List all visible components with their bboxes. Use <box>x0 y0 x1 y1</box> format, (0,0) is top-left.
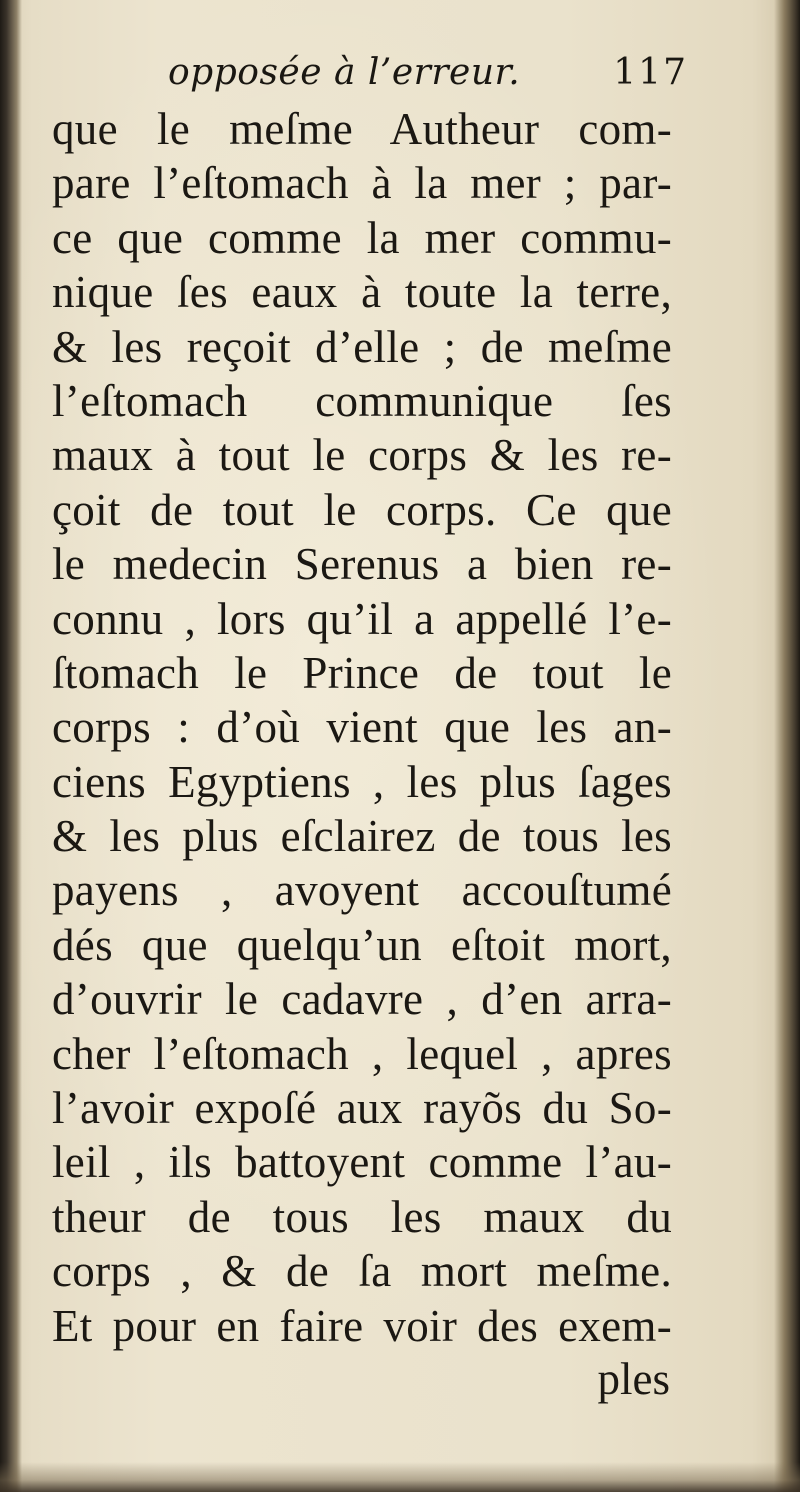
text-line: l’avoir expoſé aux rayõs du So- <box>52 1083 672 1134</box>
page-number: 117 <box>613 52 688 93</box>
text-line: & les reçoit d’elle ; de meſme <box>52 321 672 372</box>
text-line: l’eſtomach communique ſes <box>52 375 672 426</box>
text-line: dés que quelqu’un eſtoit mort, <box>52 919 672 970</box>
text-line: pare l’eſtomach à la mer ; par- <box>52 158 672 209</box>
text-line: ce que comme la mer commu- <box>52 212 672 263</box>
text-line: maux à tout le corps & les re- <box>52 430 672 481</box>
text-line: corps , & de ſa mort meſme. <box>52 1246 672 1297</box>
text-line: le medecin Serenus a bien re- <box>52 539 672 590</box>
text-line: ſtomach le Prince de tout le <box>52 647 672 698</box>
page-header <box>168 52 688 102</box>
text-line: ciens Egyptiens , les plus ſages <box>52 756 672 807</box>
body-text <box>52 102 672 1353</box>
catchword: ples <box>597 1354 670 1404</box>
page-outer-edge <box>774 0 800 1492</box>
text-line: corps : d’où vient que les an- <box>52 702 672 753</box>
text-line: d’ouvrir le cadavre , d’en arra- <box>52 974 672 1025</box>
text-line: cher l’eſtomach , lequel , apres <box>52 1028 672 1079</box>
text-line: connu , lors qu’il a appellé l’e- <box>52 593 672 644</box>
page-binding-edge <box>0 0 22 1492</box>
text-line: çoit de tout le corps. Ce que <box>52 484 672 535</box>
text-line: payens , avoyent accouſtumé <box>52 865 672 916</box>
text-line: nique ſes eaux à toute la terre, <box>52 267 672 318</box>
page-bottom-edge <box>0 1462 800 1492</box>
running-head: opposée à l’erreur. <box>168 52 521 93</box>
text-line: & les plus eſclairez de tous les <box>52 811 672 862</box>
text-line: theur de tous les maux du <box>52 1191 672 1242</box>
text-line: Et pour en faire voir des exem- <box>52 1300 672 1351</box>
text-line: leil , ils battoyent comme l’au- <box>52 1137 672 1188</box>
text-line: que le meſme Autheur com- <box>52 104 672 154</box>
